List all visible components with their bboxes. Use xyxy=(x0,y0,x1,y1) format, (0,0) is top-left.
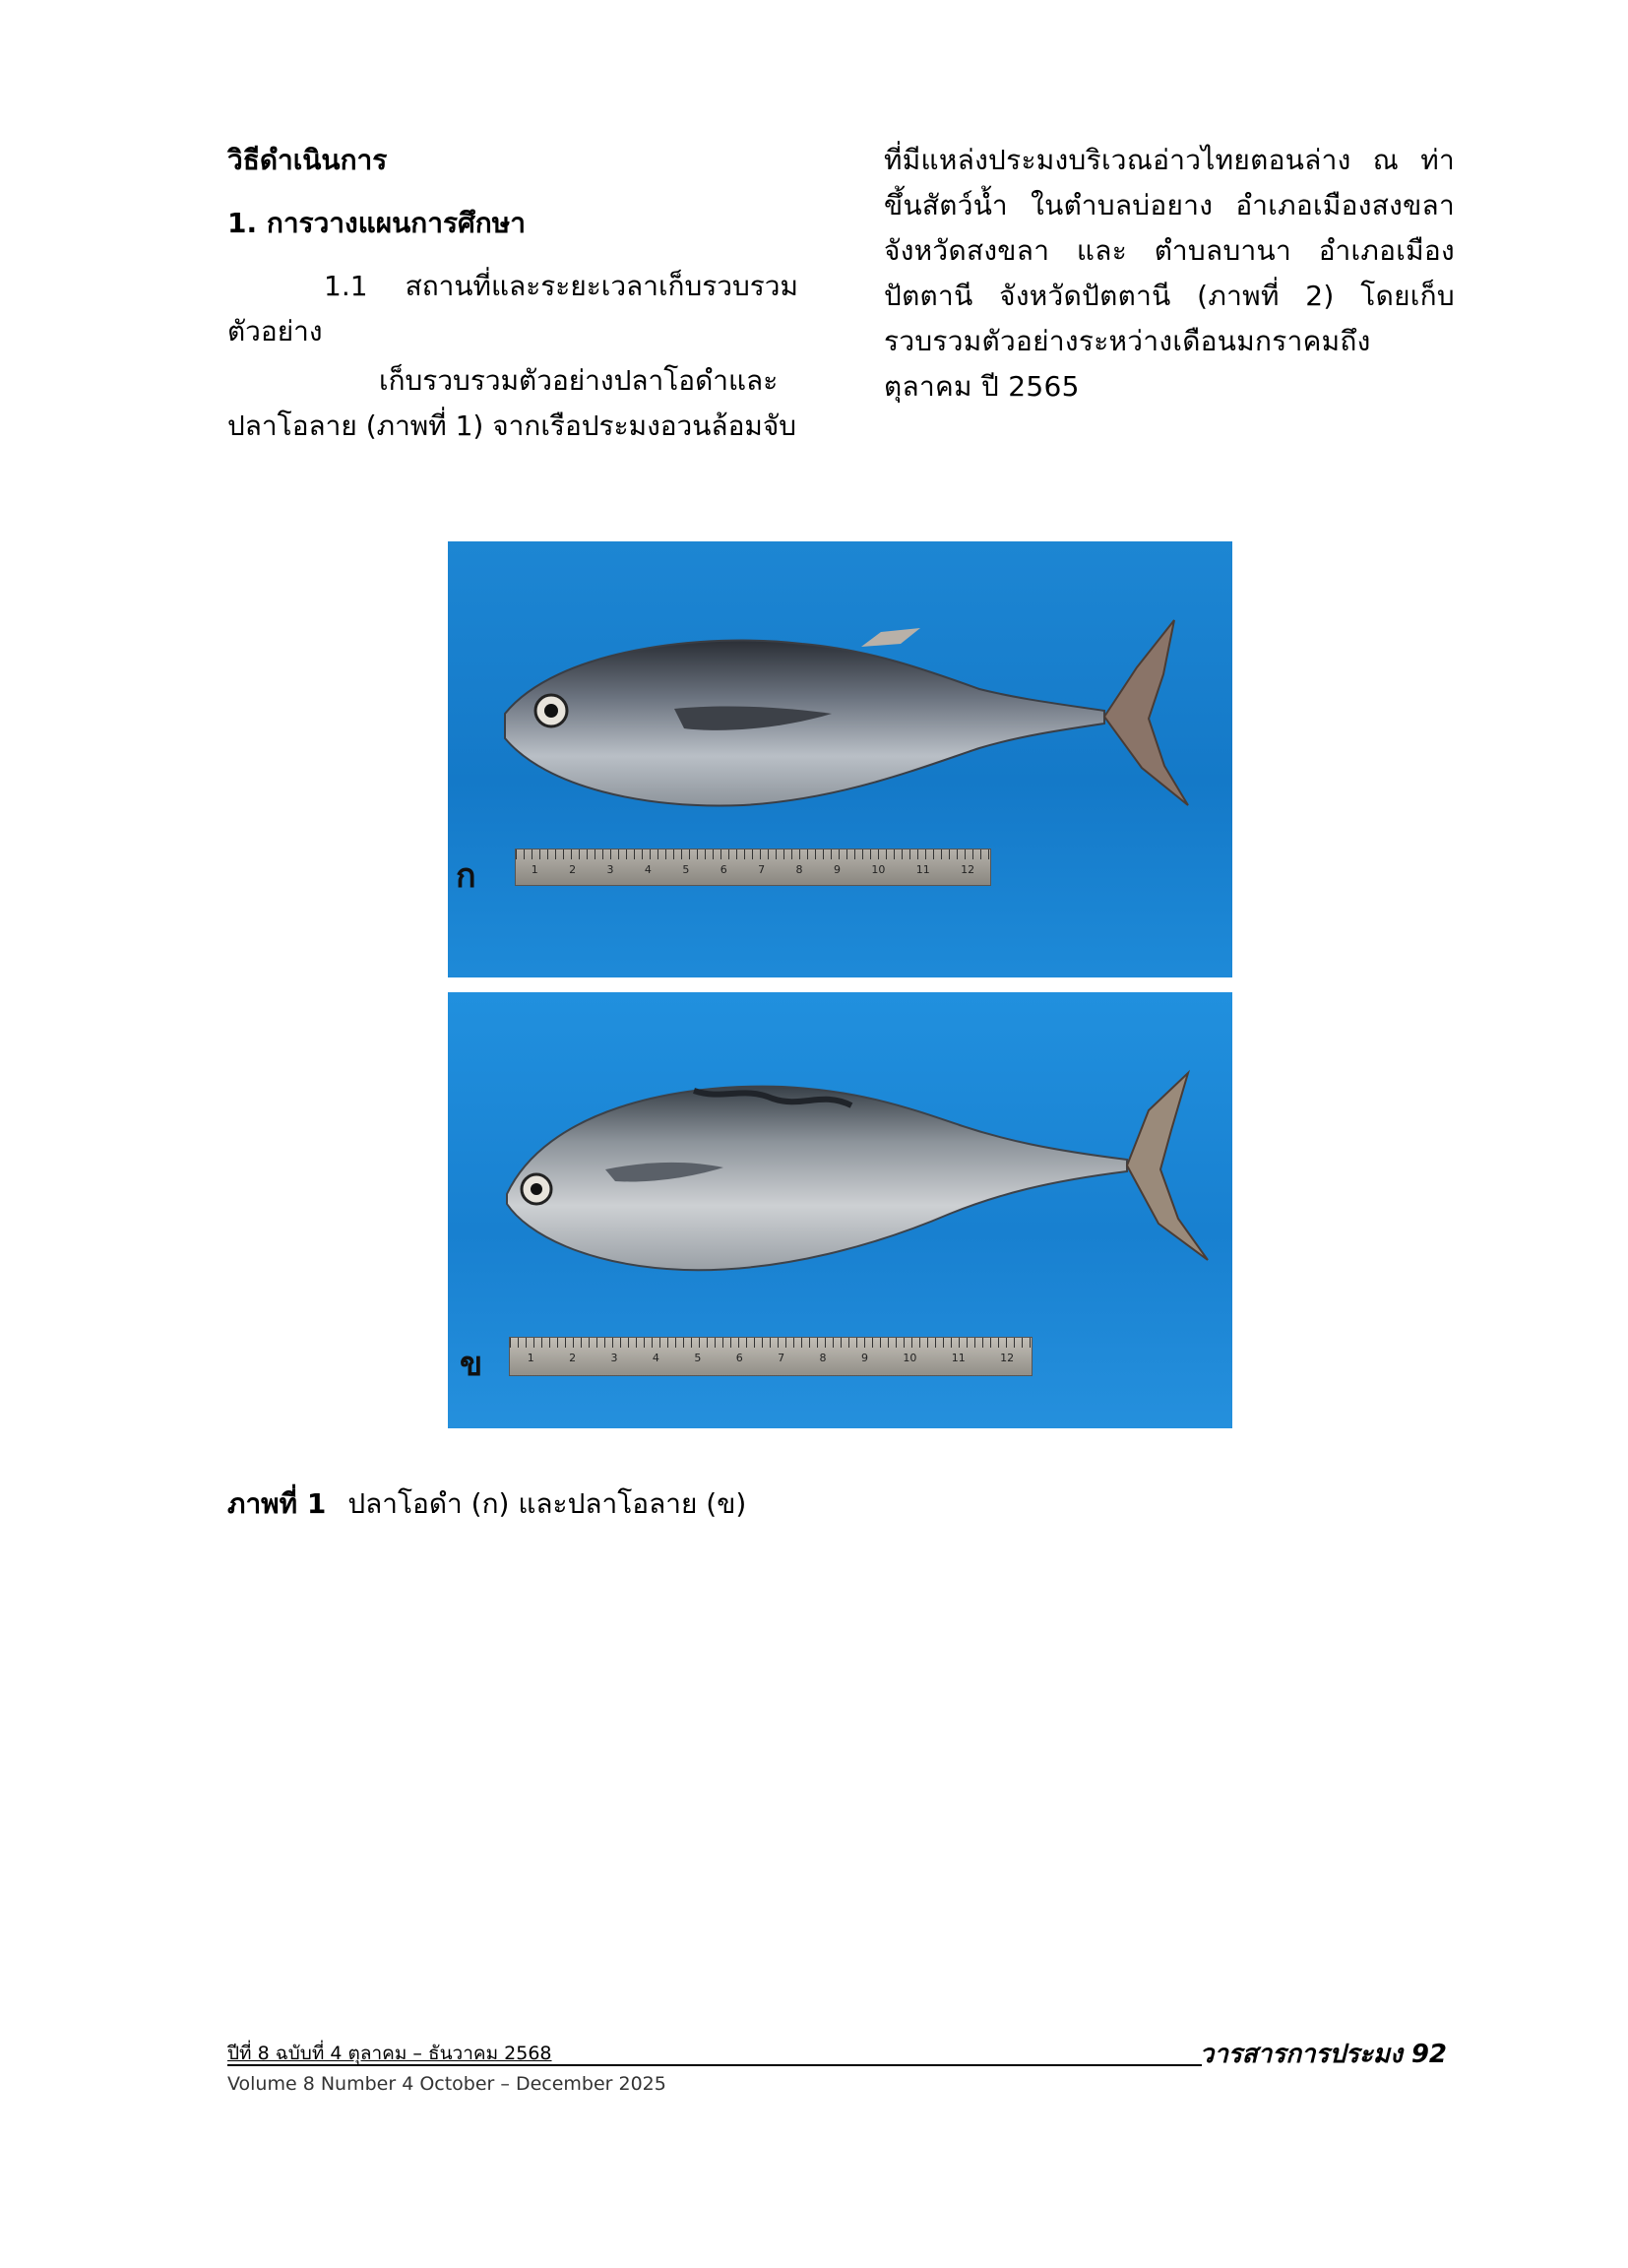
footer-rule xyxy=(227,2064,1202,2066)
footer-journal-page: วารสารการประมง 92 xyxy=(1199,2040,1447,2069)
ruler-a xyxy=(515,849,991,886)
footer-issue-thai: ปีที่ 8 ฉบับที่ 4 ตุลาคม – ธันวาคม 2568 xyxy=(227,2043,552,2064)
subsection-1-1-heading: 1.1 สถานที่และระยะเวลาเก็บรวบรวมตัวอย่าง xyxy=(227,270,798,347)
ruler-b-numbers: 1 2 3 4 5 6 7 8 9 10 11 12 xyxy=(527,1352,1015,1364)
black-tuna-photo xyxy=(448,541,1232,977)
figure-panel-a xyxy=(448,541,1232,977)
right-column xyxy=(884,138,1455,410)
figure-panel-b xyxy=(448,992,1232,1428)
caption-label: ภาพที่ 1 xyxy=(227,1487,327,1520)
panel-label-b: ข xyxy=(460,1345,483,1384)
methods-paragraph-left: เก็บรวบรวมตัวอย่างปลาโอดำและปลาโอลาย (ภาพที่ 1) จากเรือประมงอวนล้อมจับ xyxy=(227,364,797,442)
methods-paragraph-right: ที่มีแหล่งประมงบริเวณอ่าวไทยตอนล่าง ณ ท่าขึ้นสัตว์น้ำ ในตำบลบ่อยาง อำเภอเมืองสงขลา จังหวัดสงขลา และ ตำบลบานา อำเภอเมืองปัตตานี จังหวัดปัตตานี (ภาพที่ 2) โดยเก็บรวบรวมตัวอย่างระหว่างเดือนมกราคมถึงตุลาคม ปี 2565 xyxy=(884,144,1455,403)
ruler-a-numbers: 1 2 3 4 5 6 7 8 9 10 11 12 xyxy=(531,863,975,876)
caption-text: ปลาโอดำ (ก) และปลาโอลาย (ข) xyxy=(347,1487,747,1520)
ruler-b xyxy=(509,1337,1033,1376)
section-heading: วิธีดำเนินการ xyxy=(227,144,388,176)
figure-caption xyxy=(227,1484,746,1524)
left-column xyxy=(227,138,798,449)
footer-issue-english: Volume 8 Number 4 October – December 2025 xyxy=(227,2073,666,2095)
subsection-heading: 1. การวางแผนการศึกษา xyxy=(227,207,526,239)
panel-label-a: ก xyxy=(456,856,476,896)
